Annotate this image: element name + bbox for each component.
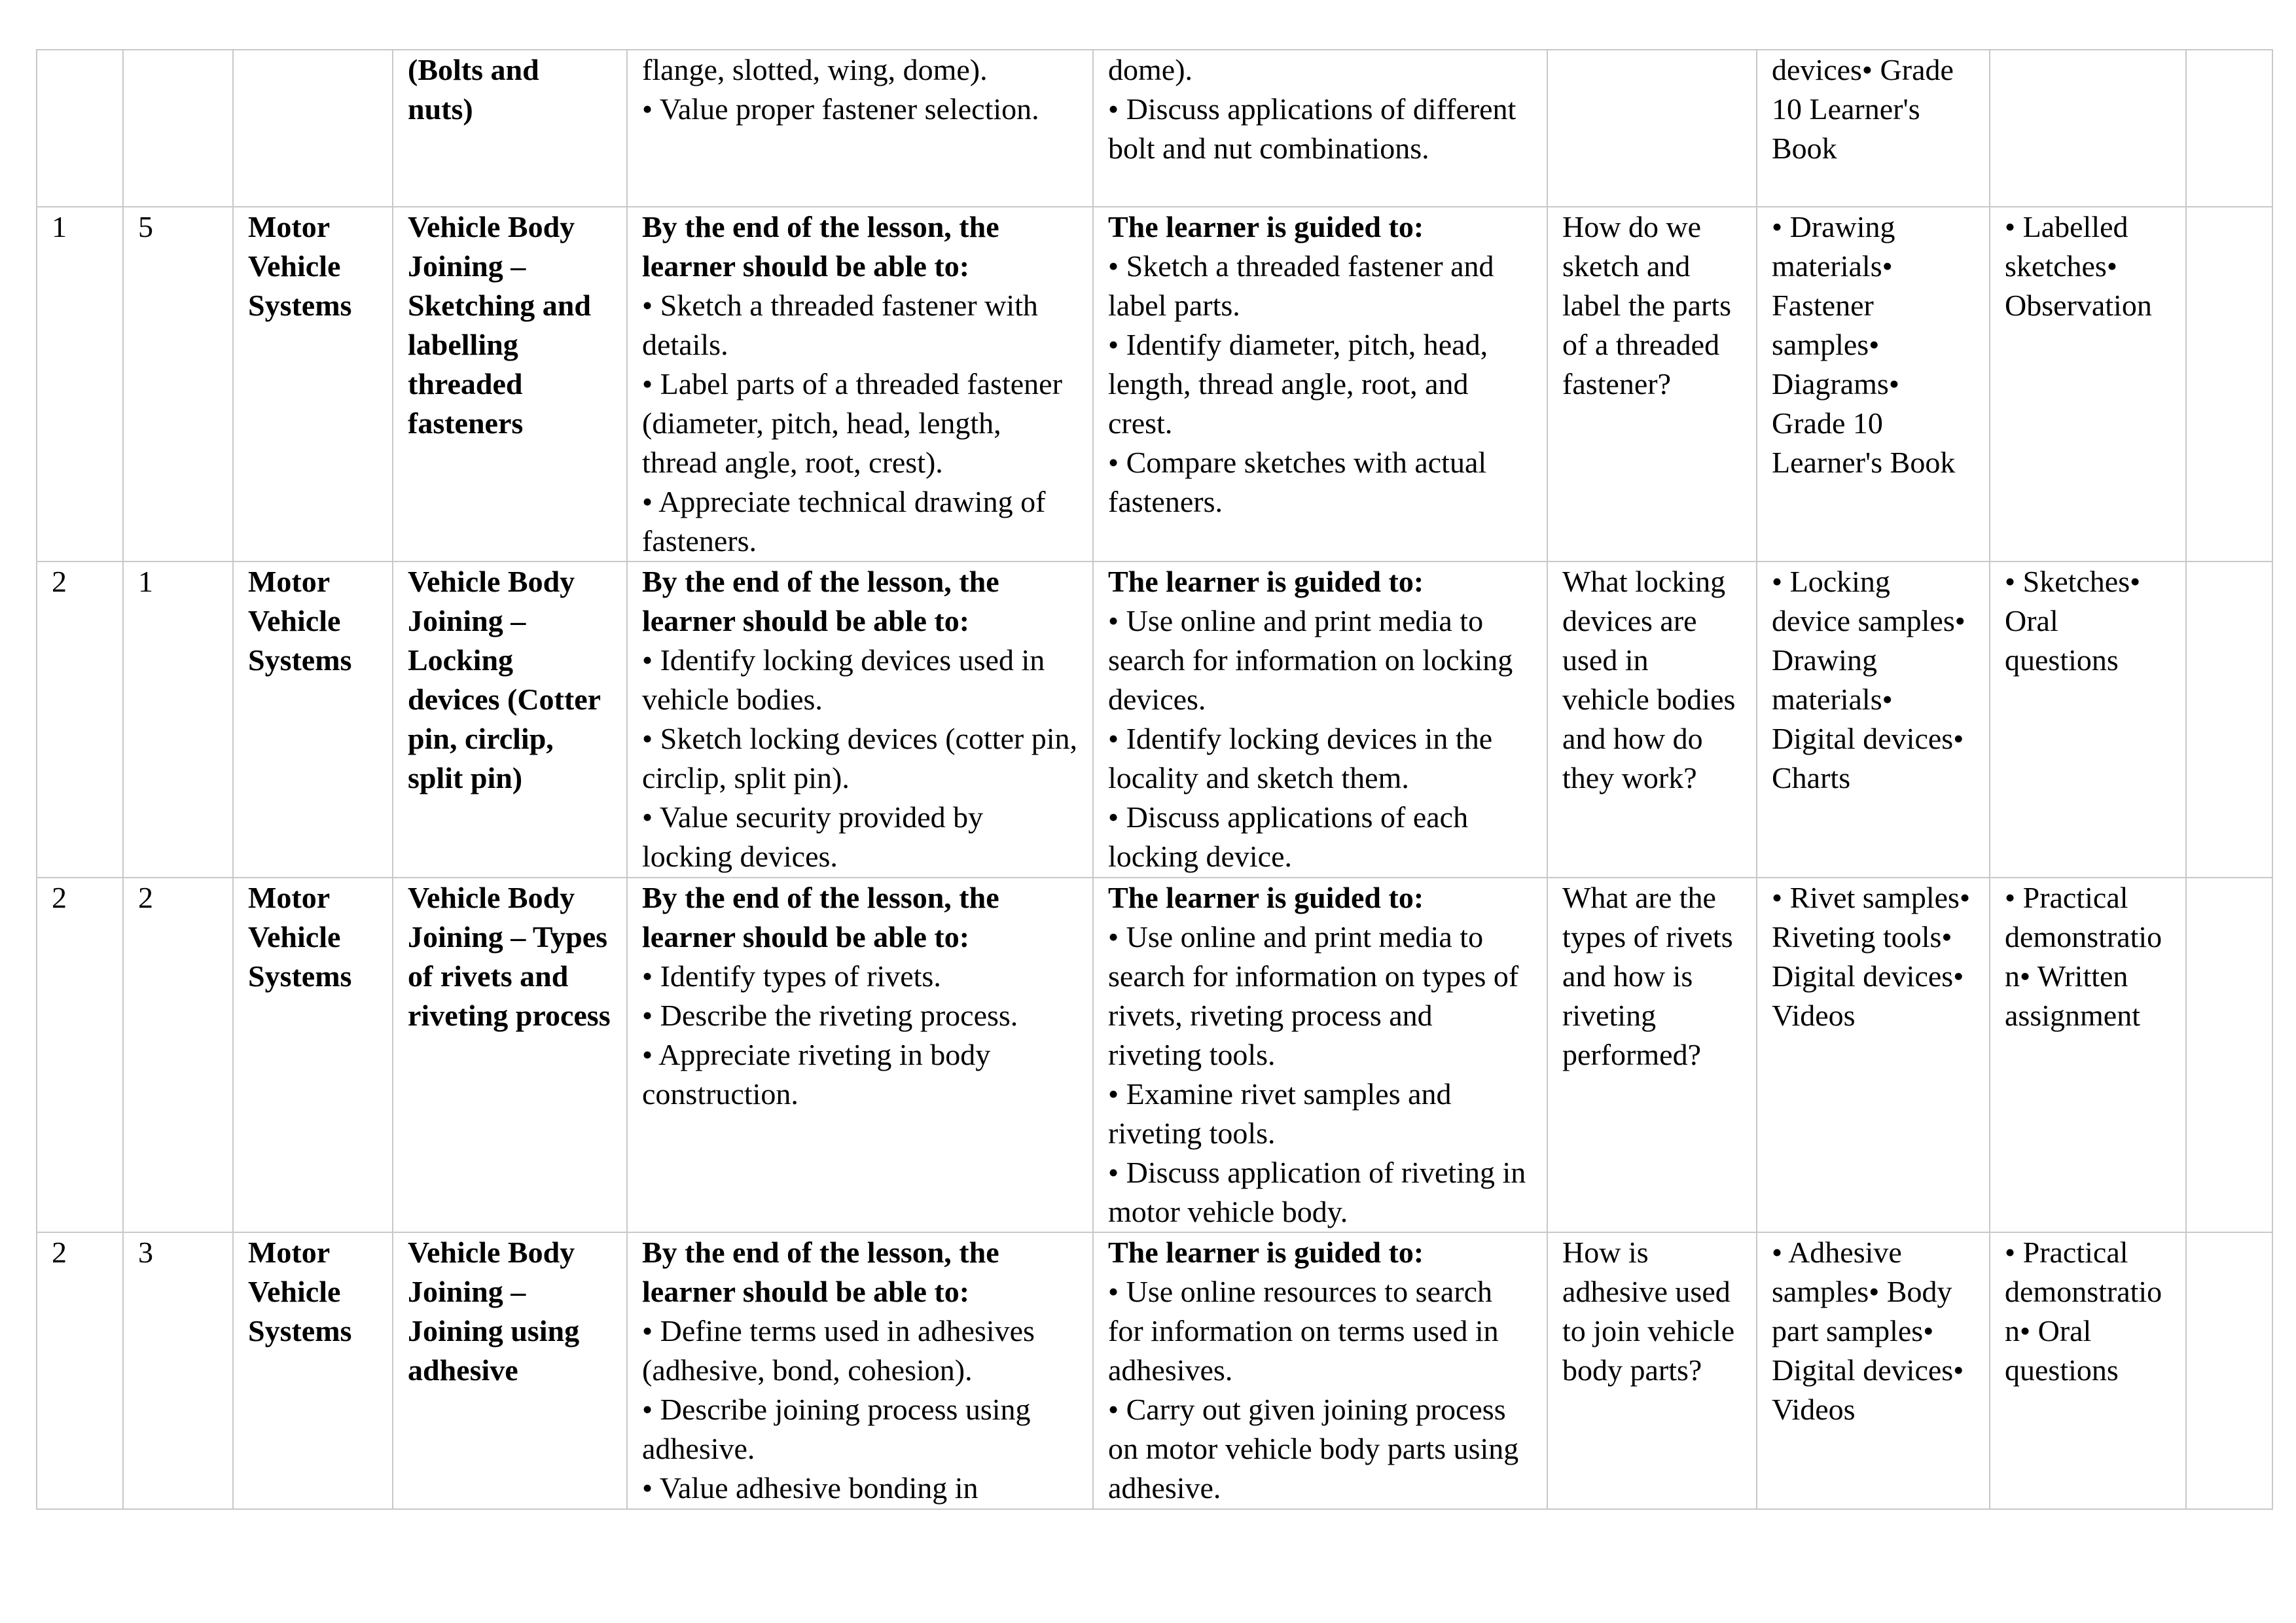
sub-strand-cell xyxy=(393,207,627,562)
sub-strand-cell-line: (Bolts and xyxy=(408,53,539,86)
strand-cell: Motor Vehicle Systems xyxy=(233,878,393,1232)
remarks-cell xyxy=(2186,50,2272,207)
learning-outcomes-cell-line: • Appreciate riveting in body construction. xyxy=(642,1038,991,1111)
sub-strand-cell xyxy=(393,1232,627,1509)
lesson-cell: 2 xyxy=(123,878,233,1232)
lesson-cell: 5 xyxy=(123,207,233,562)
resources-cell: • Drawing materials• Fastener samples• Diagrams• Grade 10 Learner's Book xyxy=(1757,207,1990,562)
resources-cell: devices• Grade 10 Learner's Book xyxy=(1757,50,1990,207)
learning-experiences-cell-line: • Use online and print media to search for information on types of rivets, riveting process and riveting tools. xyxy=(1108,920,1519,1071)
learning-outcomes-cell-line: • Label parts of a threaded fastener (diameter, pitch, head, length, thread angle, root, crest). xyxy=(642,367,1062,479)
strand-cell: Motor Vehicle Systems xyxy=(233,562,393,878)
learning-experiences-cell xyxy=(1093,878,1547,1232)
lesson-cell xyxy=(123,50,233,207)
week-cell: 2 xyxy=(37,562,123,878)
learning-experiences-cell-line: • Discuss applications of different bolt and nut combinations. xyxy=(1108,92,1516,165)
lesson-cell: 1 xyxy=(123,562,233,878)
sub-strand-cell-line: Vehicle Body Joining – Types of rivets and riveting process xyxy=(408,881,611,1032)
learning-outcomes-cell-line: By the end of the lesson, the learner should be able to: xyxy=(642,1236,999,1308)
assessment-cell: • Practical demonstration• Oral questions xyxy=(1990,1232,2186,1509)
inquiry-question-cell: How is adhesive used to join vehicle body parts? xyxy=(1547,1232,1757,1509)
resources-cell: • Adhesive samples• Body part samples• Digital devices• Videos xyxy=(1757,1232,1990,1509)
learning-experiences-cell-line: The learner is guided to: xyxy=(1108,565,1424,598)
table-row xyxy=(37,878,2272,1232)
learning-outcomes-cell-line: • Define terms used in adhesives (adhesive, bond, cohesion). xyxy=(642,1314,1035,1387)
learning-outcomes-cell xyxy=(627,207,1093,562)
inquiry-question-cell: How do we sketch and label the parts of a threaded fastener? xyxy=(1547,207,1757,562)
sub-strand-cell-line: nuts) xyxy=(408,92,473,126)
learning-experiences-cell-line: • Compare sketches with actual fasteners. xyxy=(1108,446,1487,518)
sub-strand-cell xyxy=(393,562,627,878)
learning-experiences-cell xyxy=(1093,562,1547,878)
learning-experiences-cell-line: The learner is guided to: xyxy=(1108,210,1424,243)
learning-outcomes-cell-line: • Identify types of rivets. xyxy=(642,959,941,993)
week-cell: 2 xyxy=(37,1232,123,1509)
learning-experiences-cell-line: • Discuss application of riveting in motor vehicle body. xyxy=(1108,1156,1526,1228)
learning-experiences-cell xyxy=(1093,50,1547,207)
learning-experiences-cell-line: • Identify diameter, pitch, head, length, thread angle, root, and crest. xyxy=(1108,328,1488,440)
sub-strand-cell xyxy=(393,878,627,1232)
learning-outcomes-cell-line: • Identify locking devices used in vehicle bodies. xyxy=(642,643,1045,716)
sub-strand-cell-line: Vehicle Body Joining – Joining using adhesive xyxy=(408,1236,580,1387)
scheme-of-work-table xyxy=(36,49,2273,1510)
learning-outcomes-cell-line: By the end of the lesson, the learner should be able to: xyxy=(642,881,999,954)
learning-outcomes-cell-line: • Appreciate technical drawing of fasteners. xyxy=(642,485,1046,558)
learning-outcomes-cell xyxy=(627,878,1093,1232)
remarks-cell xyxy=(2186,878,2272,1232)
table-row xyxy=(37,50,2272,207)
learning-outcomes-cell-line: flange, slotted, wing, dome). xyxy=(642,53,988,86)
sub-strand-cell-line: Vehicle Body Joining – Locking devices (Cotter pin, circlip, split pin) xyxy=(408,565,601,794)
learning-outcomes-cell-line: • Sketch a threaded fastener with details. xyxy=(642,289,1038,361)
learning-outcomes-cell-line: • Describe the riveting process. xyxy=(642,999,1018,1032)
learning-outcomes-cell-line: By the end of the lesson, the learner should be able to: xyxy=(642,565,999,637)
learning-experiences-cell-line: dome). xyxy=(1108,53,1193,86)
strand-cell xyxy=(233,50,393,207)
strand-cell: Motor Vehicle Systems xyxy=(233,207,393,562)
assessment-cell: • Labelled sketches• Observation xyxy=(1990,207,2186,562)
learning-experiences-cell-line: • Carry out given joining process on motor vehicle body parts using adhesive. xyxy=(1108,1393,1519,1505)
remarks-cell xyxy=(2186,562,2272,878)
assessment-cell: • Sketches• Oral questions xyxy=(1990,562,2186,878)
learning-outcomes-cell-line: By the end of the lesson, the learner should be able to: xyxy=(642,210,999,283)
learning-experiences-cell xyxy=(1093,1232,1547,1509)
table-row xyxy=(37,1232,2272,1509)
learning-experiences-cell-line: • Use online resources to search for information on terms used in adhesives. xyxy=(1108,1275,1499,1387)
learning-outcomes-cell xyxy=(627,562,1093,878)
learning-outcomes-cell-line: • Value security provided by locking devices. xyxy=(642,800,984,873)
learning-outcomes-cell-line: • Value adhesive bonding in xyxy=(642,1471,978,1505)
learning-experiences-cell-line: • Examine rivet samples and riveting tools. xyxy=(1108,1077,1452,1150)
table-row xyxy=(37,562,2272,878)
table-row xyxy=(37,207,2272,562)
learning-experiences-cell-line: • Sketch a threaded fastener and label parts. xyxy=(1108,249,1494,322)
learning-experiences-cell-line: • Use online and print media to search for information on locking devices. xyxy=(1108,604,1513,716)
assessment-cell: • Practical demonstration• Written assignment xyxy=(1990,878,2186,1232)
learning-outcomes-cell xyxy=(627,1232,1093,1509)
week-cell: 1 xyxy=(37,207,123,562)
lesson-cell: 3 xyxy=(123,1232,233,1509)
learning-outcomes-cell-line: • Sketch locking devices (cotter pin, circlip, split pin). xyxy=(642,722,1078,794)
table-body xyxy=(37,50,2272,1509)
week-cell xyxy=(37,50,123,207)
inquiry-question-cell: What locking devices are used in vehicle bodies and how do they work? xyxy=(1547,562,1757,878)
learning-experiences-cell-line: The learner is guided to: xyxy=(1108,1236,1424,1269)
resources-cell: • Locking device samples• Drawing materials• Digital devices• Charts xyxy=(1757,562,1990,878)
learning-experiences-cell-line: • Identify locking devices in the locality and sketch them. xyxy=(1108,722,1493,794)
remarks-cell xyxy=(2186,207,2272,562)
sub-strand-cell-line: Vehicle Body Joining – Sketching and labelling threaded fasteners xyxy=(408,210,591,440)
inquiry-question-cell: What are the types of rivets and how is riveting performed? xyxy=(1547,878,1757,1232)
learning-outcomes-cell-line: • Value proper fastener selection. xyxy=(642,92,1039,126)
assessment-cell xyxy=(1990,50,2186,207)
learning-outcomes-cell-line: • Describe joining process using adhesive. xyxy=(642,1393,1031,1465)
resources-cell: • Rivet samples• Riveting tools• Digital devices• Videos xyxy=(1757,878,1990,1232)
learning-experiences-cell xyxy=(1093,207,1547,562)
remarks-cell xyxy=(2186,1232,2272,1509)
inquiry-question-cell xyxy=(1547,50,1757,207)
learning-experiences-cell-line: • Discuss applications of each locking device. xyxy=(1108,800,1469,873)
week-cell: 2 xyxy=(37,878,123,1232)
sub-strand-cell xyxy=(393,50,627,207)
learning-experiences-cell-line: The learner is guided to: xyxy=(1108,881,1424,914)
strand-cell: Motor Vehicle Systems xyxy=(233,1232,393,1509)
learning-outcomes-cell xyxy=(627,50,1093,207)
